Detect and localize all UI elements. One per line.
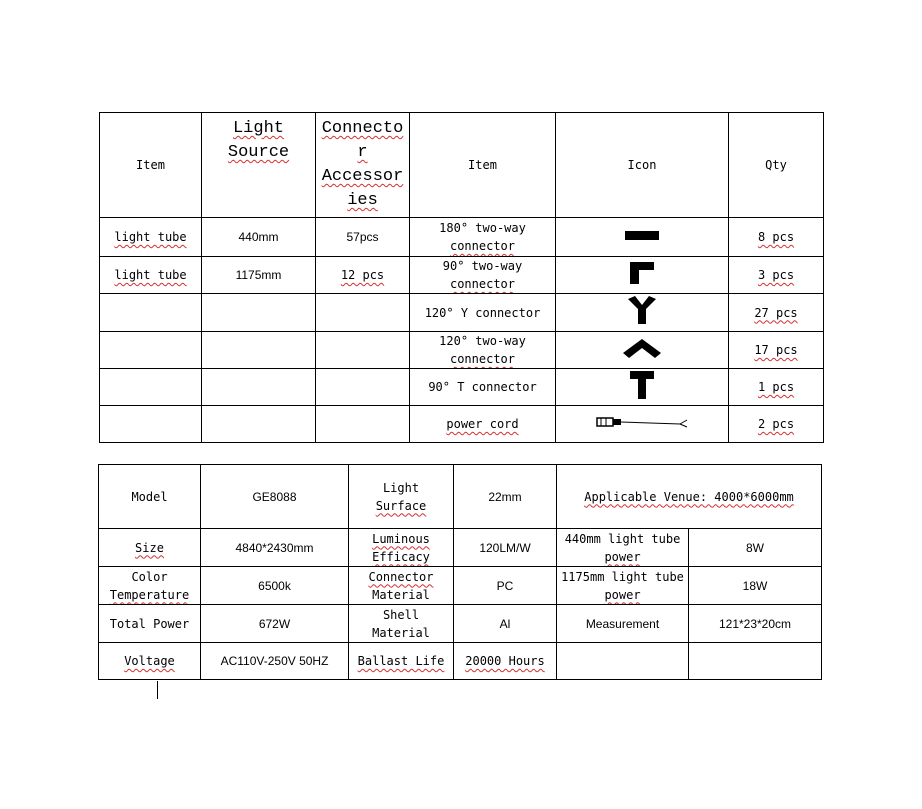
cell-accessories xyxy=(316,294,410,332)
cell-source xyxy=(202,294,316,332)
cell-qty: 27 pcs xyxy=(729,294,824,332)
cell-icon xyxy=(556,406,729,443)
cell-item2: 120° Y connector xyxy=(410,294,556,332)
spec-value: Al xyxy=(454,605,557,643)
cell-item2: 90° T connector xyxy=(410,369,556,406)
straight-connector-icon xyxy=(624,228,660,242)
cell-item2: power cord xyxy=(410,406,556,443)
spec-value: GE8088 xyxy=(201,465,349,529)
cell-accessories xyxy=(316,369,410,406)
cell-item2: 120° two-way connector xyxy=(410,332,556,369)
table-row xyxy=(100,257,824,294)
cell-item2: 90° two-way connector xyxy=(410,257,556,294)
spec-label: Luminous Efficacy xyxy=(349,529,454,567)
table-row xyxy=(100,369,824,406)
table-row xyxy=(99,605,822,643)
table-row xyxy=(99,529,822,567)
header-qty: Qty xyxy=(729,113,824,218)
cell-source xyxy=(202,369,316,406)
cell-accessories: 57pcs xyxy=(316,218,410,257)
spec-value: 6500k xyxy=(201,567,349,605)
spec-value: PC xyxy=(454,567,557,605)
spec-label: 1175mm light tube power xyxy=(557,567,689,605)
cell-icon xyxy=(556,332,729,369)
table-header-row xyxy=(100,113,824,218)
spec-label: Connector Material xyxy=(349,567,454,605)
cell-item xyxy=(100,332,202,369)
y-connector-icon xyxy=(627,295,657,325)
cell-item2: 180° two-way connector xyxy=(410,218,556,257)
spec-label: Voltage xyxy=(99,643,201,680)
corner-90-connector-icon xyxy=(628,260,656,286)
cell-accessories xyxy=(316,332,410,369)
spec-label: Total Power xyxy=(99,605,201,643)
header-item2: Item xyxy=(410,113,556,218)
cell-qty: 17 pcs xyxy=(729,332,824,369)
cell-item xyxy=(100,406,202,443)
header-icon: Icon xyxy=(556,113,729,218)
header-connector-accessories: Connecto r Accessor ies xyxy=(316,113,410,218)
cell-source xyxy=(202,406,316,443)
spec-value xyxy=(689,643,822,680)
cell-icon xyxy=(556,218,729,257)
cell-item xyxy=(100,369,202,406)
spec-value: 8W xyxy=(689,529,822,567)
cell-source: 440mm xyxy=(202,218,316,257)
cursor-line xyxy=(157,681,158,699)
header-item: Item xyxy=(100,113,202,218)
spec-value: 18W xyxy=(689,567,822,605)
table-row xyxy=(100,294,824,332)
table-row xyxy=(99,465,822,529)
t-connector-icon xyxy=(629,370,655,400)
spec-value: 121*23*20cm xyxy=(689,605,822,643)
cell-accessories: 12 pcs xyxy=(316,257,410,294)
spec-value: 20000 Hours xyxy=(454,643,557,680)
cell-icon xyxy=(556,369,729,406)
table-row xyxy=(99,567,822,605)
spec-label: Color Temperature xyxy=(99,567,201,605)
spec-label: Ballast Life xyxy=(349,643,454,680)
cell-item: light tube xyxy=(100,257,202,294)
spec-label: Light Surface xyxy=(349,465,454,529)
cell-source xyxy=(202,332,316,369)
cell-item: light tube xyxy=(100,218,202,257)
table-row xyxy=(99,643,822,680)
cell-qty: 8 pcs xyxy=(729,218,824,257)
spec-value: 22mm xyxy=(454,465,557,529)
table-row xyxy=(100,218,824,257)
cell-icon xyxy=(556,294,729,332)
cell-item xyxy=(100,294,202,332)
table-row xyxy=(100,332,824,369)
power-cord-icon xyxy=(596,415,688,429)
spec-value: 120LM/W xyxy=(454,529,557,567)
cell-qty: 2 pcs xyxy=(729,406,824,443)
applicable-venue: Applicable Venue: 4000*6000mm xyxy=(557,465,822,529)
accessories-table xyxy=(99,112,824,443)
spec-label xyxy=(557,643,689,680)
cell-qty: 3 pcs xyxy=(729,257,824,294)
cell-icon xyxy=(556,257,729,294)
cell-qty: 1 pcs xyxy=(729,369,824,406)
header-light-source: Light Source xyxy=(202,113,316,218)
spec-value: AC110V-250V 50HZ xyxy=(201,643,349,680)
chevron-120-connector-icon xyxy=(622,337,662,359)
spec-label: Shell Material xyxy=(349,605,454,643)
spec-value: 672W xyxy=(201,605,349,643)
cell-source: 1175mm xyxy=(202,257,316,294)
spec-value: 4840*2430mm xyxy=(201,529,349,567)
specifications-table xyxy=(98,464,822,680)
spec-label: Measurement xyxy=(557,605,689,643)
spec-label: Model xyxy=(99,465,201,529)
table-row xyxy=(100,406,824,443)
spec-label: Size xyxy=(99,529,201,567)
cell-accessories xyxy=(316,406,410,443)
spec-label: 440mm light tube power xyxy=(557,529,689,567)
